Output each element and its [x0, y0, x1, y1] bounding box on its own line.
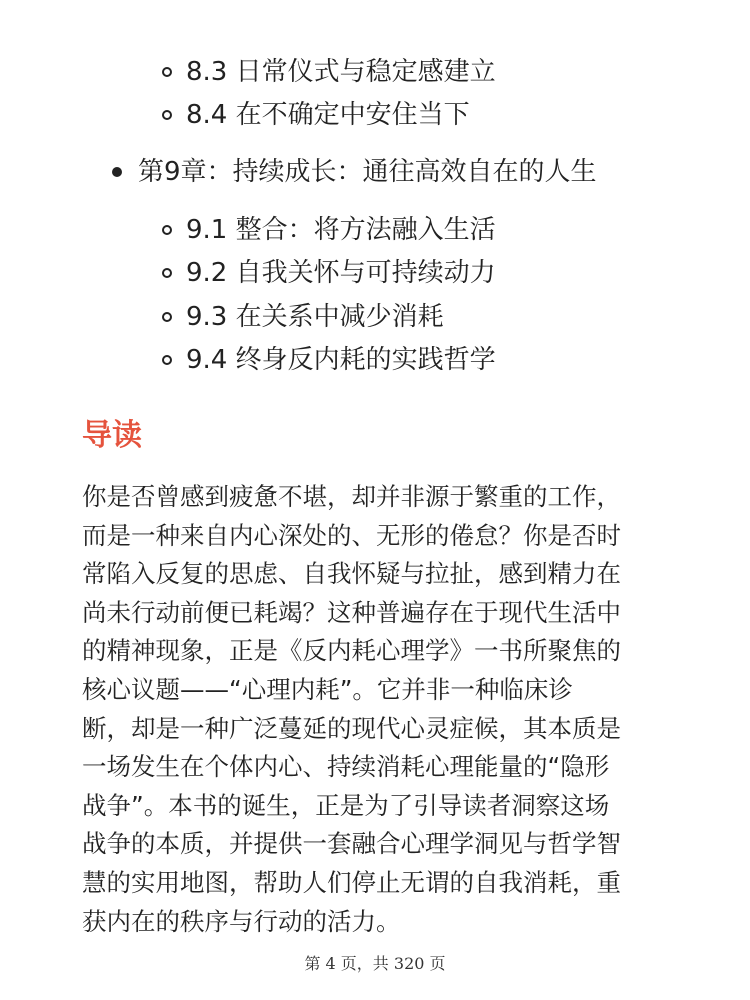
paragraph-line: 你是否曾感到疲惫不堪，却并非源于繁重的工作，: [82, 482, 621, 511]
toc-item-label: 9.1 整合：将方法融入生活: [186, 215, 496, 245]
paragraph-line: 断，却是一种广泛蔓延的现代心灵症候，其本质是: [82, 713, 621, 743]
paragraph-line: 慧的实用地图，帮助人们停止无谓的自我消耗，重: [82, 867, 621, 897]
paragraph-line: 核心议题——“心理内耗”。它并非一种临床诊: [82, 674, 573, 704]
hollow-bullet-icon: [162, 110, 172, 120]
toc-item-8-3[interactable]: [162, 52, 496, 92]
hollow-bullet-icon: [162, 67, 172, 77]
intro-paragraph: [82, 478, 672, 941]
hollow-bullet-icon: [162, 312, 172, 322]
paragraph-line: 战争”。本书的诞生，正是为了引导读者洞察这场: [82, 790, 610, 820]
toc-item-8-4[interactable]: [162, 95, 470, 135]
hollow-bullet-icon: [162, 355, 172, 365]
paragraph-line: 尚未行动前便已耗竭？这种普遍存在于现代生活中: [82, 597, 621, 627]
hollow-bullet-icon: [162, 268, 172, 278]
toc-item-9-4[interactable]: [162, 340, 496, 380]
paragraph-line: 战争的本质，并提供一套融合心理学洞见与哲学智: [82, 829, 621, 859]
section-heading: 导读: [82, 418, 142, 453]
filled-bullet-icon: [112, 167, 122, 177]
toc-item-label: 9.4 终身反内耗的实践哲学: [186, 345, 496, 375]
toc-item-label: 8.3 日常仪式与稳定感建立: [186, 57, 496, 87]
paragraph-line: 而是一种来自内心深处的、无形的倦怠？你是否时: [82, 520, 621, 550]
toc-item-label: 8.4 在不确定中安住当下: [186, 100, 470, 130]
hollow-bullet-icon: [162, 225, 172, 235]
toc-item-label: 9.3 在关系中减少消耗: [186, 302, 444, 332]
paragraph-line: 一场发生在个体内心、持续消耗心理能量的“隐形: [82, 752, 610, 782]
paragraph-line: 获内在的秩序与行动的活力。: [82, 906, 401, 936]
page-number: 第 4 页，共 320 页: [304, 954, 446, 973]
toc-item-9-2[interactable]: [162, 253, 496, 293]
paragraph-line: 的精神现象，正是《反内耗心理学》一书所聚焦的: [82, 636, 621, 666]
toc-item-9-3[interactable]: [162, 297, 444, 337]
paragraph-line: 常陷入反复的思虑、自我怀疑与拉扯，感到精力在: [82, 559, 621, 589]
toc-item-9-1[interactable]: [162, 210, 496, 250]
toc-chapter-9[interactable]: [112, 152, 597, 192]
toc-item-label: 9.2 自我关怀与可持续动力: [186, 258, 496, 288]
toc-chapter-label: 第9章：持续成长：通往高效自在的人生: [138, 157, 597, 187]
